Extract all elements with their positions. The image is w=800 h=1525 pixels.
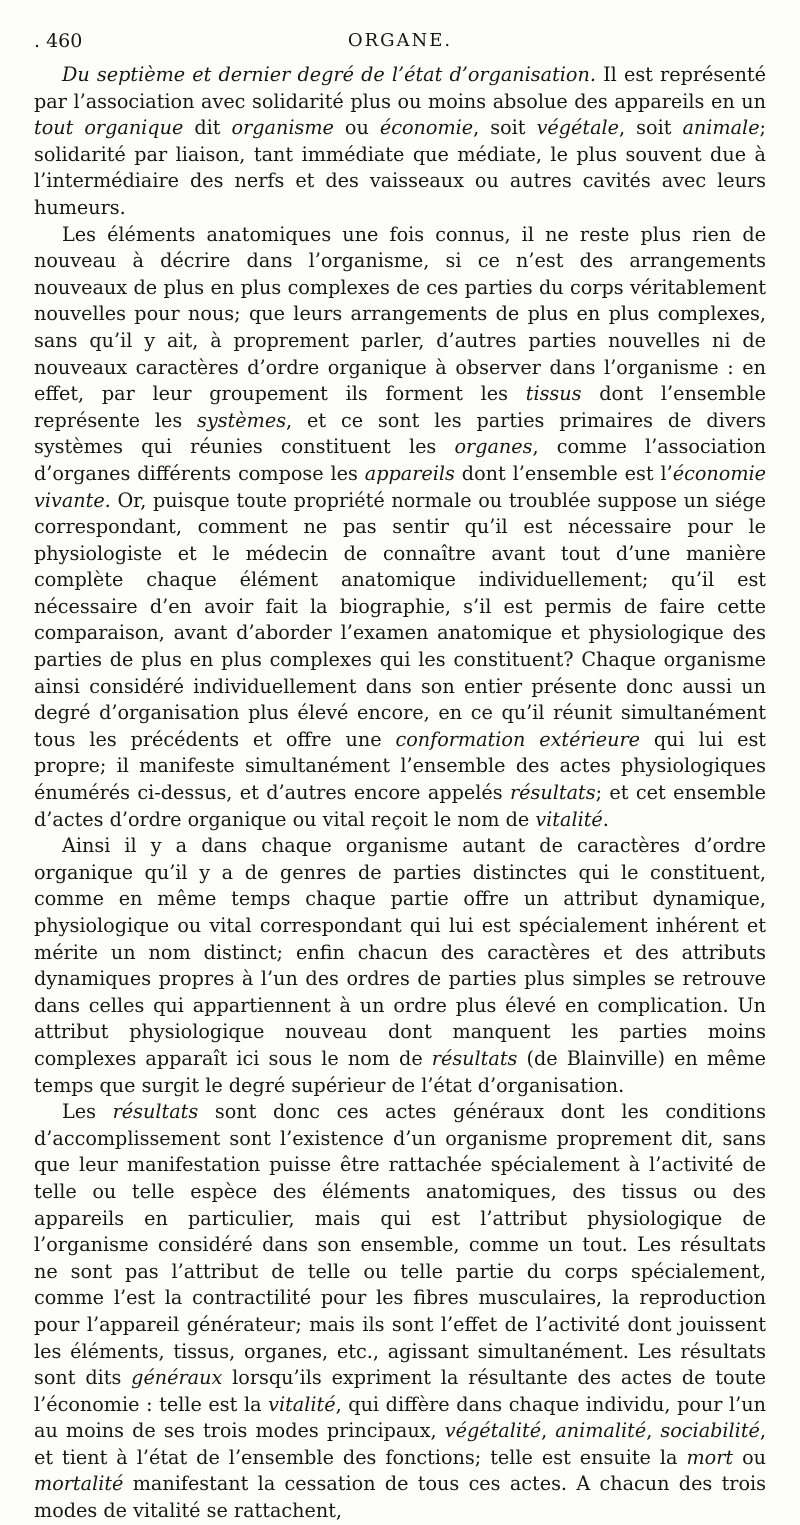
- italic-text-run: Du septième et dernier degré de l’état d’organisation.: [62, 63, 596, 86]
- italic-text-run: résultats: [431, 1046, 518, 1070]
- text-run: , comme l’association d’organes différents compose les: [34, 435, 766, 485]
- text-run: ; et cet ensemble d’actes d’ordre organique ou vital reçoit le nom de: [34, 781, 766, 831]
- italic-text-run: généraux: [131, 1366, 223, 1390]
- italic-text-run: tissus: [525, 382, 582, 406]
- italic-text-run: végétalité: [444, 1419, 542, 1443]
- text-run: Il est représenté par l’association avec solidarité plus ou moins absolue des appareils en un: [34, 63, 767, 113]
- page-number: . 460: [34, 30, 83, 52]
- running-title: ORGANE.: [347, 30, 453, 51]
- text-run: qui lui est propre; il manifeste simultanément l’ensemble des actes physiologiques énumérés ci-dessus, et d’autres encore appelés: [34, 727, 767, 805]
- italic-text-run: animalité: [555, 1419, 647, 1443]
- italic-text-run: vitalité: [268, 1392, 336, 1416]
- italic-text-run: économie: [379, 116, 474, 140]
- text-run: ou: [733, 1445, 766, 1469]
- text-run: sont donc ces actes généraux dont les conditions d’accomplissement sont l’existence d’un organisme proprement dit, sans que leur manifestation puisse être rattachée spécialement à l’activité de telle ou telle espèce des éléments anatomiques, des tissus ou des appareils en particulier, mais qui est l’attribut physiologique de l’organisme considéré dans son ensemble, comme un tout. Les résultats ne sont pas l’attribut de telle ou telle partie du corps spécialement, comme l’est la contractilité pour les fibres musculaires, la reproduction pour l’appareil générateur; mais ils sont l’effet de l’activité dont jouissent les éléments, tissus, organes, etc., agissant simultanément. Les résultats sont dits: [34, 1100, 766, 1390]
- text-run: , et ce sont les parties primaires de divers systèmes qui réunies constituent les: [34, 408, 766, 459]
- text-run: dont l’ensemble représente les: [34, 382, 766, 432]
- paragraph-2: [34, 222, 766, 834]
- text-run: , soit: [619, 116, 683, 140]
- italic-text-run: végétale: [536, 116, 620, 140]
- italic-text-run: sociabilité: [660, 1419, 760, 1443]
- text-run: ou: [333, 116, 380, 140]
- italic-text-run: appareils: [364, 461, 455, 485]
- text-run: (de Blainville) en même temps que surgit le degré supérieur de l’état d’organisation.: [34, 1046, 766, 1097]
- text-run: , et tient à l’état de l’ensemble des fonctions; telle est ensuite la: [34, 1419, 766, 1469]
- italic-text-run: mortalité: [34, 1472, 124, 1496]
- paragraph-3: [34, 833, 766, 1099]
- text-run: , qui diffère dans chaque individu, pour l’un au moins de ses trois modes principaux,: [34, 1392, 766, 1443]
- italic-text-run: mort: [686, 1445, 734, 1469]
- italic-text-run: animale: [682, 116, 760, 140]
- italic-text-run: résultats: [112, 1100, 199, 1124]
- text-run: dit: [183, 116, 232, 140]
- text-run: .: [602, 807, 609, 831]
- italic-text-run: organes: [454, 435, 533, 459]
- text-run: ,: [646, 1419, 661, 1443]
- italic-text-run: économie vivante.: [34, 461, 766, 512]
- text-run: manifestant la cessation de tous ces actes. A chacun des trois modes de vitalité se rattachent,: [34, 1472, 766, 1523]
- italic-text-run: tout organique: [34, 116, 184, 140]
- text-run: , soit: [473, 116, 537, 140]
- italic-text-run: résultats: [509, 781, 596, 805]
- italic-text-run: systèmes: [197, 408, 287, 432]
- body-text: [34, 62, 766, 1525]
- italic-text-run: conformation extérieure: [395, 727, 641, 751]
- italic-text-run: organisme: [231, 116, 334, 140]
- text-run: Les éléments anatomiques une fois connus, il ne reste plus rien de nouveau à décrire dans l’organisme, si ce n’est des arrangements nouveaux de plus en plus complexes de ces parties du corps véritablement nouvelles pour nous; que leurs arrangements de plus en plus complexes, sans qu’il y ait, à proprement parler, d’autres parties nouvelles ni de nouveaux caractères d’ordre organique à observer dans l’organisme : en effet, par leur groupement ils forment les: [34, 222, 766, 406]
- running-header: [0, 30, 800, 58]
- italic-text-run: vitalité: [535, 807, 603, 831]
- text-run: Ainsi il y a dans chaque organisme autant de caractères d’ordre organique qu’il y a de genres de parties distinctes qui le constituent, comme en même temps chaque partie offre un attribut dynamique, physiologique ou vital correspondant qui lui est spécialement inhérent et mérite un nom distinct; enfin chacun des caractères et des attributs dynamiques propres à l’un des ordres de parties plus simples se retrouve dans celles qui appartiennent à un ordre plus élevé en complication. Un attribut physiologique nouveau dont manquent les parties moins complexes apparaît ici sous le nom de: [34, 834, 766, 1070]
- text-run: ; solidarité par liaison, tant immédiate que médiate, le plus souvent due à l’intermédiaire des nerfs et des vaisseaux ou autres cavités avec leurs humeurs.: [34, 116, 767, 219]
- text-run: lorsqu’ils expriment la résultante des actes de toute l’économie : telle est la: [34, 1366, 766, 1416]
- paragraph-4: [34, 1099, 766, 1525]
- text-run: Or, puisque toute propriété normale ou troublée suppose un siége correspondant, comment ne pas sentir qu’il est nécessaire pour le physiologiste et le médecin de connaître avant tout d’une manière complète chaque élément anatomique individuellement; qu’il est nécessaire d’en avoir fait la biographie, s’il est permis de faire cette comparaison, avant d’aborder l’examen anatomique et physiologique des parties de plus en plus complexes qui les constituent? Chaque organisme ainsi considéré individuellement dans son entier présente donc aussi un degré d’organisation plus élevé encore, en ce qu’il réunit simultanément tous les précédents et offre une: [34, 488, 766, 751]
- paragraph-1: [34, 62, 766, 222]
- text-run: Les: [62, 1100, 113, 1124]
- text-run: dont l’ensemble est l’: [454, 461, 673, 485]
- text-run: ,: [541, 1419, 556, 1443]
